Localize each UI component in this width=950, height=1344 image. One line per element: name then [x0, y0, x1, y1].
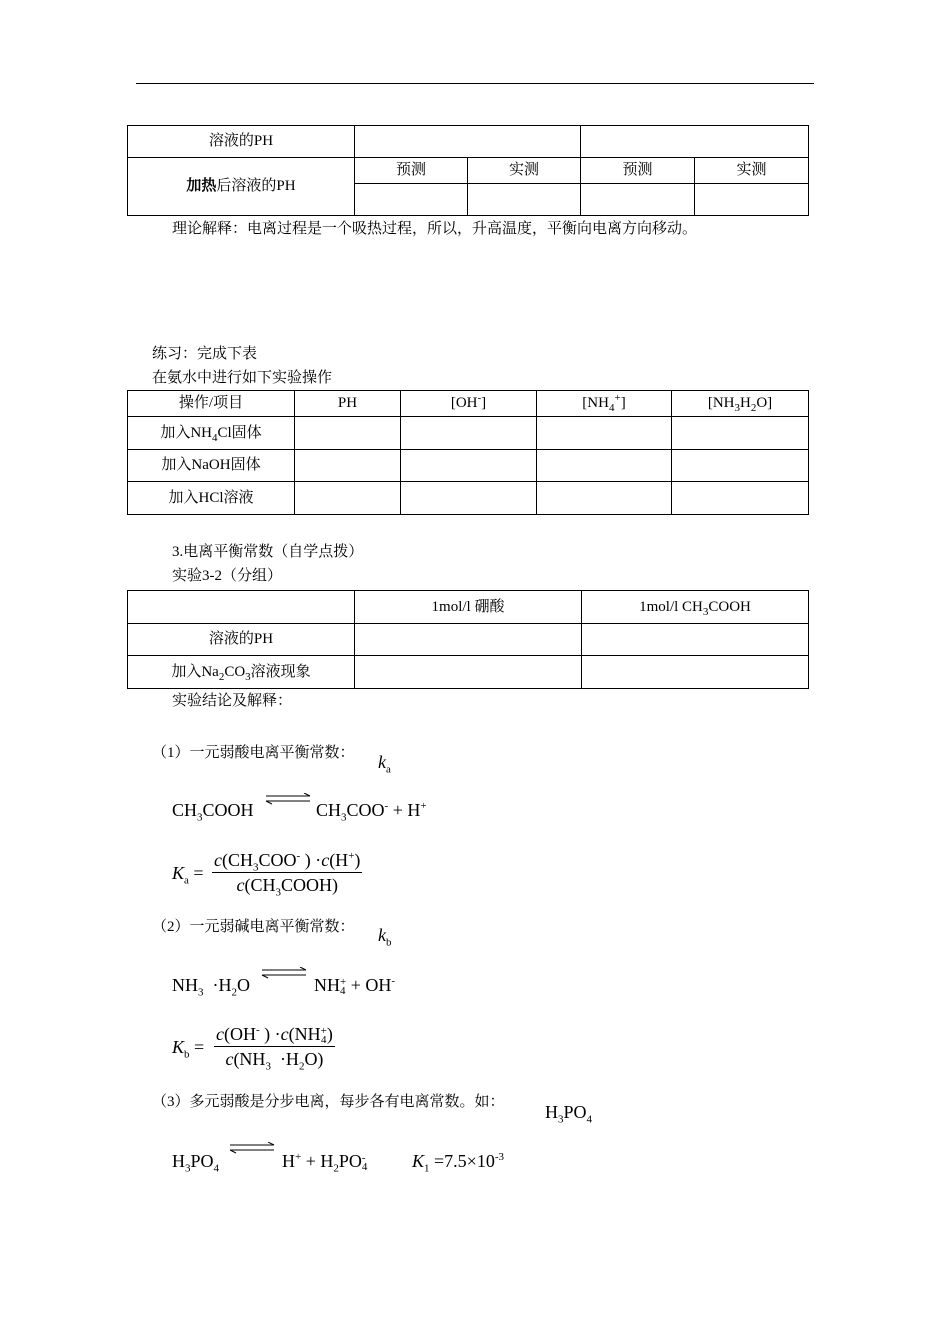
kb-lhs: $K_b$ = [172, 1037, 205, 1061]
equilibrium-arrow-icon [264, 793, 312, 805]
row-label-ph: 溶液的PH [128, 126, 355, 158]
header-ph: PH [295, 391, 401, 417]
header-predict: 预测 [355, 158, 468, 184]
item3-text: （3）多元弱酸是分步电离，每步各有电离常数。如： [152, 1094, 505, 1110]
ammonia-rhs: NH+ 4 + OH- [314, 975, 396, 997]
ka-lhs: $K_a$ = [172, 863, 204, 887]
header-oh: [OH-] [401, 391, 537, 417]
phosphoric-rhs: $H^+ + H_2PO-$ 4 [282, 1151, 368, 1175]
cell [581, 126, 809, 158]
header-nh3h2o: $[NH_3H_2O]$ [672, 391, 809, 417]
row-label-na2co3: 加入$Na_2CO_3$溶液现象 [128, 656, 355, 689]
item1-text: （1）一元弱酸电离平衡常数： [152, 745, 355, 761]
phosphoric-acid-symbol: $H_3PO_4$ [545, 1102, 593, 1126]
ka-fraction: $c(CH_3COO^-$ ) ·c(H+) $c(CH_3COOH)$ [214, 850, 361, 899]
k1-value: $K_1 =7.5\times 10^{-3}$ [412, 1151, 504, 1175]
exercise-subtitle: 在氨水中进行如下实验操作 [152, 370, 333, 386]
ammonia-table [127, 390, 809, 515]
header-boric: 1mol/l 硼酸 [355, 591, 582, 624]
acetic-acid-lhs: $CH_3COOH$ [172, 800, 254, 824]
ammonia-lhs: $NH_3 \cdot H_2O$ [172, 975, 250, 999]
row-label: 加入NaOH固体 [128, 450, 295, 482]
equilibrium-arrow-icon [228, 1142, 276, 1154]
header-acetic: 1mol/l $CH_3COOH$ [582, 591, 809, 624]
cell [355, 126, 581, 158]
row-label: 加入HCl溶液 [128, 482, 295, 515]
ka-symbol: $k_a$ [378, 752, 391, 776]
cell [581, 184, 695, 216]
header-predict: 预测 [581, 158, 695, 184]
cell [695, 184, 809, 216]
row-label-ph: 溶液的PH [128, 624, 355, 656]
section-title: 3.电离平衡常数（自学点拨） [172, 544, 364, 560]
heating-ph-table [127, 125, 809, 216]
boric-acid-table [127, 590, 809, 689]
cell [128, 591, 355, 624]
header-actual: 实测 [695, 158, 809, 184]
kb-fraction: c(OH- ) ·c(NH+ 4) $c(NH_3 \cdot H_2O)$ [216, 1024, 333, 1073]
equilibrium-arrow-icon [260, 967, 308, 979]
row-label-heated-ph: 加热后溶液的PH [128, 158, 355, 216]
header-operation: 操作/项目 [128, 391, 295, 417]
row-label: 加入$NH_4Cl$固体 [128, 417, 295, 450]
item2-text: （2）一元弱碱电离平衡常数： [152, 919, 355, 935]
cell [468, 184, 581, 216]
phosphoric-lhs: $H_3PO_4$ [172, 1151, 220, 1175]
theory-text: 理论解释：电离过程是一个吸热过程，所以，升高温度，平衡向电离方向移动。 [172, 221, 698, 237]
kb-symbol: $k_b$ [378, 925, 392, 949]
experiment-label: 实验3-2（分组） [172, 568, 282, 584]
header-nh4: $[NH_4^+]$ [537, 391, 672, 417]
cell [355, 184, 468, 216]
header-actual: 实测 [468, 158, 581, 184]
header-rule [136, 83, 814, 84]
conclusion-label: 实验结论及解释： [172, 693, 293, 709]
exercise-title: 练习：完成下表 [152, 346, 258, 362]
acetic-acid-rhs: $CH_3COO^- + H^+$ [316, 800, 427, 824]
